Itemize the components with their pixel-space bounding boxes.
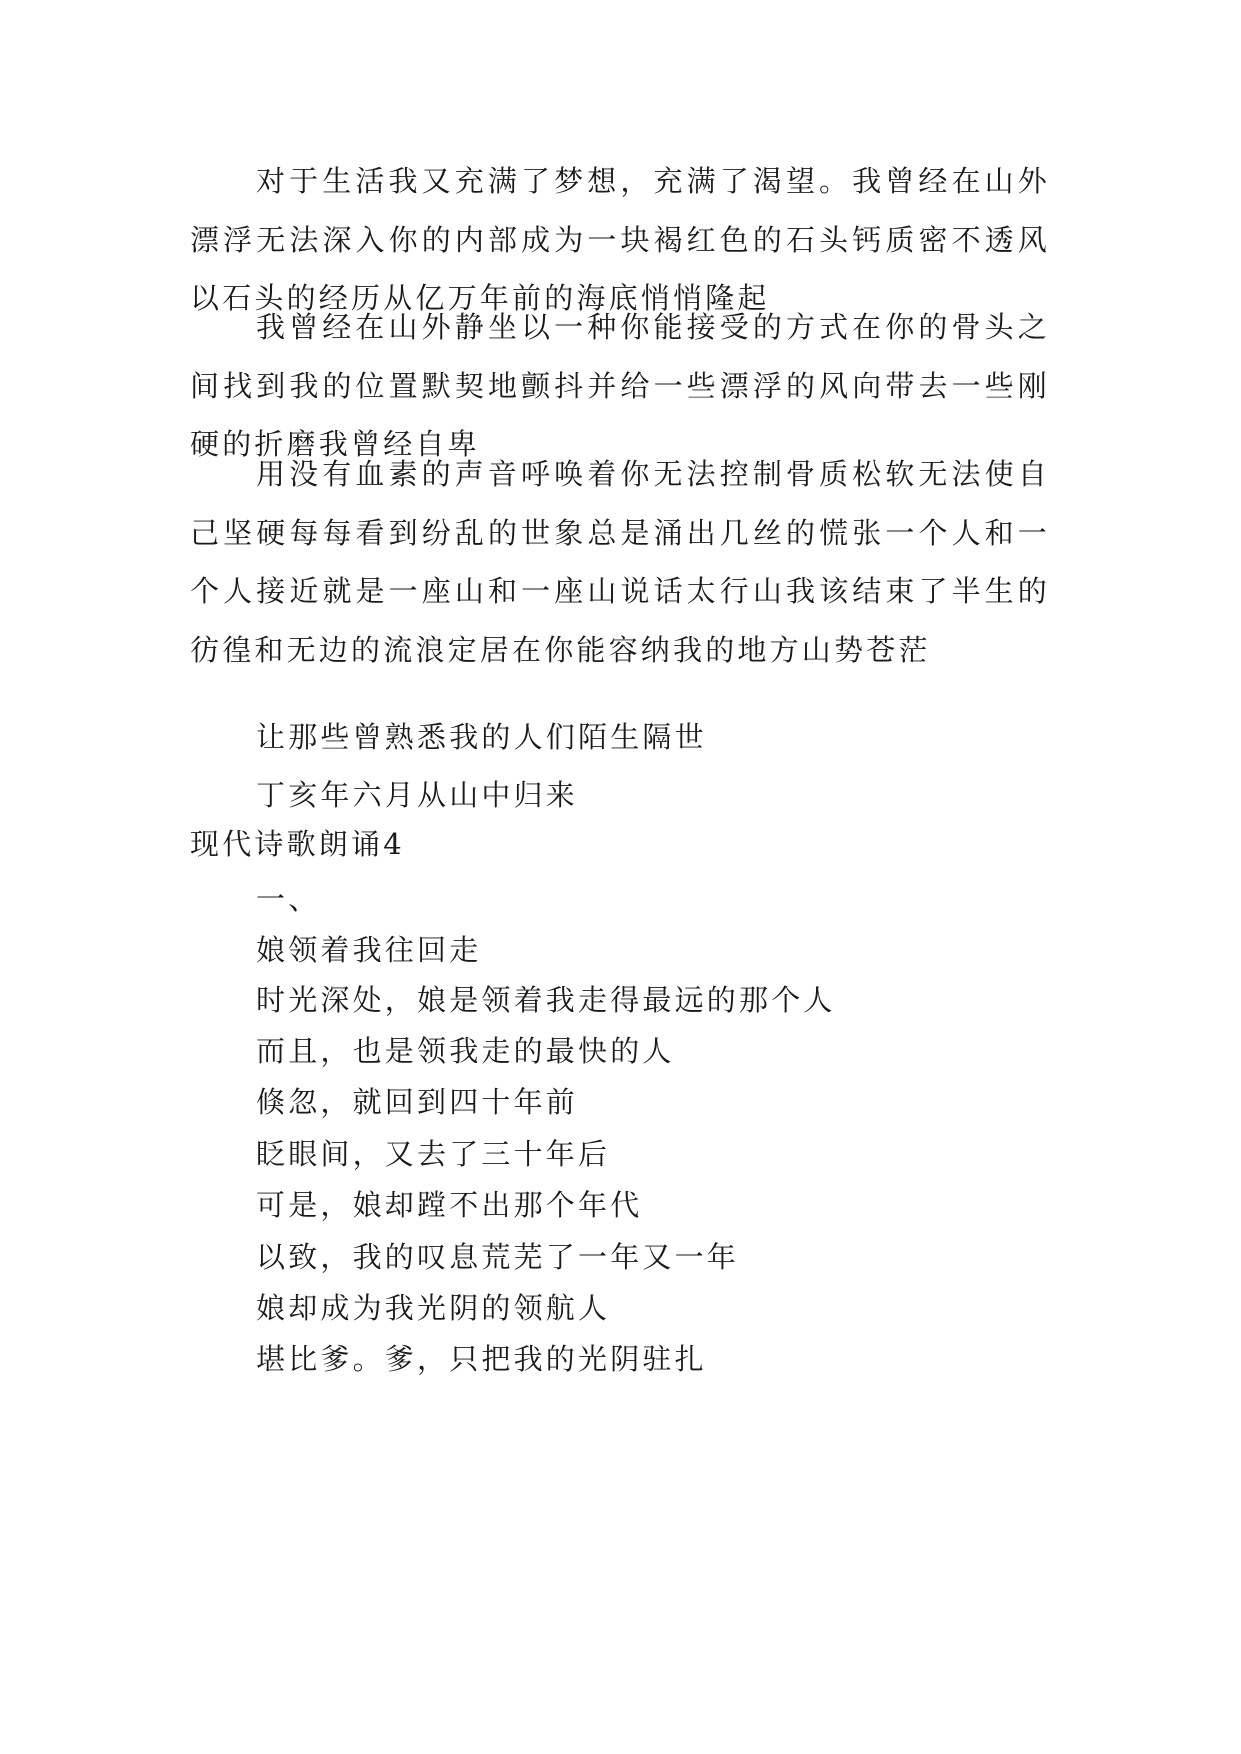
- text-line: 让那些曾熟悉我的人们陌生隔世: [256, 720, 707, 754]
- paragraph-3: 用没有血素的声音呼唤着你无法控制骨质松软无法使自己坚硬每每看到纷乱的世象总是涌出几丝的慌张一个人和一个人接近就是一座山和一座山说话太行山我该结束了半生的彷徨和无边的流浪定居在你能容纳我的地方山势苍茫: [190, 457, 1050, 667]
- poem-line: 以致，我的叹息荒芜了一年又一年: [256, 1240, 740, 1274]
- paragraph-2: 我曾经在山外静坐以一种你能接受的方式在你的骨头之间找到我的位置默契地颤抖并给一些漂浮的风向带去一些刚硬的折磨我曾经自卑: [190, 310, 1050, 461]
- text-line: 丁亥年六月从山中归来: [256, 778, 579, 812]
- poem-line: 娘却成为我光阴的领航人: [256, 1291, 611, 1325]
- poem-line: 堪比爹。爹，只把我的光阴驻扎: [256, 1342, 707, 1376]
- poem-line: 眨眼间，又去了三十年后: [256, 1137, 611, 1171]
- poem-line: 一、: [256, 882, 321, 916]
- poem-line: 可是，娘却蹚不出那个年代: [256, 1188, 643, 1222]
- paragraph-1: 对于生活我又充满了梦想，充满了渴望。我曾经在山外漂浮无法深入你的内部成为一块褐红色的石头钙质密不透风以石头的经历从亿万年前的海底悄悄隆起: [190, 164, 1050, 315]
- poem-line: 倏忽，就回到四十年前: [256, 1085, 579, 1119]
- poem-line: 娘领着我往回走: [256, 933, 482, 967]
- poem-line: 时光深处，娘是领着我走得最远的那个人: [256, 983, 836, 1017]
- section-heading: 现代诗歌朗诵4: [190, 827, 405, 861]
- poem-line: 而且，也是领我走的最快的人: [256, 1034, 675, 1068]
